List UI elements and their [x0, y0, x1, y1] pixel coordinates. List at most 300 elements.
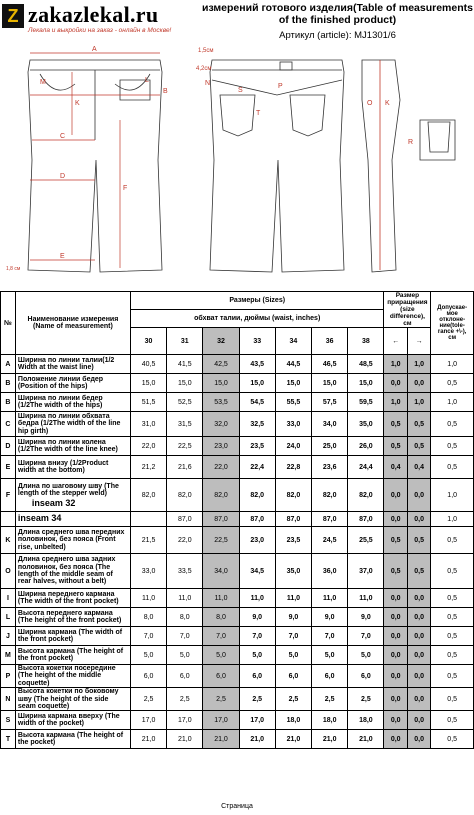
row-measurement-name: [15, 646, 130, 665]
size-value-cell: [130, 512, 166, 527]
size-value-cell: 82,0: [239, 479, 275, 512]
table-row: [1, 665, 474, 688]
size-value-cell: 46,5: [312, 355, 348, 374]
size-difference-cell: 0,0: [407, 479, 430, 512]
size-difference-cell: 0,0: [407, 730, 430, 749]
size-value-cell: 87,0: [167, 512, 203, 527]
size-difference-cell: 0,0: [407, 608, 430, 627]
size-value-cell: 87,0: [203, 512, 239, 527]
size-value-cell: 25,0: [312, 437, 348, 456]
size-value-cell: 22,0: [167, 527, 203, 554]
size-value-cell: 33,0: [130, 554, 166, 589]
size-value-cell: 7,0: [239, 627, 275, 646]
row-letter: I: [1, 589, 16, 608]
measurement-name-text: Ширина кармана (The width of the front pocket): [17, 628, 123, 643]
size-value-cell: 2,5: [203, 688, 239, 711]
size-value-cell: 35,0: [348, 412, 384, 437]
size-value-cell: 15,0: [312, 374, 348, 393]
table-row: [1, 437, 474, 456]
row-letter: A: [1, 355, 16, 374]
size-value-cell: 2,5: [312, 688, 348, 711]
size-value-cell: 43,5: [239, 355, 275, 374]
size-value-cell: 57,5: [312, 393, 348, 412]
size-value-cell: 18,0: [312, 711, 348, 730]
table-row: [1, 608, 474, 627]
tolerance-cell: 0,5: [431, 527, 474, 554]
col-header-number: №: [1, 292, 16, 355]
size-value-cell: 24,0: [275, 437, 311, 456]
size-difference-cell: 1,0: [407, 393, 430, 412]
size-value-cell: 36,0: [312, 554, 348, 589]
size-value-cell: 82,0: [275, 479, 311, 512]
article-number: Артикул (article): MJ1301/6: [279, 30, 396, 41]
size-value-cell: 2,5: [348, 688, 384, 711]
measurement-name-text: Высота кармана (The height of the pocket): [17, 732, 124, 747]
logo-mark: Z: [2, 4, 24, 28]
size-value-cell: 17,0: [167, 711, 203, 730]
row-letter: L: [1, 608, 16, 627]
row-letter: N: [1, 688, 16, 711]
size-value-cell: 5,0: [203, 646, 239, 665]
size-value-cell: 21,0: [348, 730, 384, 749]
side-view-drawing: [362, 60, 400, 272]
size-value-cell: 21,0: [239, 730, 275, 749]
measurement-name-text: Высота кокетки посередине (The height of the middle coquette): [17, 665, 116, 687]
table-row: [1, 646, 474, 665]
label-4-2cm: 4,2см: [196, 66, 212, 72]
row-letter: M: [1, 646, 16, 665]
row-measurement-name: [15, 374, 130, 393]
row-measurement-name: [15, 730, 130, 749]
row-measurement-name: [15, 711, 130, 730]
size-value-cell: 87,0: [348, 512, 384, 527]
label-l: L: [145, 77, 149, 84]
size-value-cell: 2,5: [275, 688, 311, 711]
size-value-cell: 18,0: [348, 711, 384, 730]
label-n: N: [205, 80, 211, 87]
size-difference-cell: 0,0: [384, 730, 407, 749]
label-b: B: [163, 88, 168, 95]
label-m: M: [40, 79, 46, 86]
size-value-cell: 22,5: [167, 437, 203, 456]
size-value-cell: 23,6: [312, 456, 348, 479]
size-value-cell: 41,5: [167, 355, 203, 374]
size-value-cell: 7,0: [203, 627, 239, 646]
size-value-cell: 5,0: [130, 646, 166, 665]
size-difference-cell: 0,0: [384, 512, 407, 527]
page-footer: Страница: [221, 803, 253, 810]
size-value-cell: 9,0: [312, 608, 348, 627]
size-difference-cell: 1,0: [384, 355, 407, 374]
size-value-cell: 9,0: [348, 608, 384, 627]
col-header-size-difference: Размер приращения (size difference), см: [384, 292, 431, 328]
size-value-cell: 44,5: [275, 355, 311, 374]
measurement-name-text: Длина среднего шва передних половинок, без пояса (Front rise, unbelted): [17, 528, 125, 551]
size-value-cell: 26,0: [348, 437, 384, 456]
size-value-cell: 82,0: [203, 479, 239, 512]
tolerance-cell: 0,5: [431, 554, 474, 589]
tolerance-cell: 0,5: [431, 608, 474, 627]
size-difference-cell: 0,5: [407, 437, 430, 456]
measurement-name-text: Длина среднего шва задних половинок, без пояса (The length of the middle seam of rear halves, without a belt): [17, 556, 116, 586]
size-value-cell: 22,0: [203, 456, 239, 479]
size-value-cell: 24,4: [348, 456, 384, 479]
size-value-cell: 22,8: [275, 456, 311, 479]
size-value-cell: 6,0: [130, 665, 166, 688]
row-measurement-name: [15, 355, 130, 374]
table-row: [1, 456, 474, 479]
table-row: [1, 412, 474, 437]
back-view-drawing: [210, 60, 344, 272]
size-value-cell: 21,2: [130, 456, 166, 479]
size-header-cell: 34: [275, 328, 311, 355]
size-value-cell: 17,0: [203, 711, 239, 730]
tolerance-cell: 0,5: [431, 456, 474, 479]
row-letter: B: [1, 393, 16, 412]
size-value-cell: 6,0: [275, 665, 311, 688]
table-row: [1, 393, 474, 412]
size-value-cell: 42,5: [203, 355, 239, 374]
size-difference-cell: 0,0: [384, 646, 407, 665]
size-difference-cell: 0,4: [407, 456, 430, 479]
header: [0, 0, 474, 288]
size-value-cell: 5,0: [312, 646, 348, 665]
size-value-cell: 5,0: [275, 646, 311, 665]
size-difference-cell: 0,5: [384, 437, 407, 456]
size-difference-cell: 0,0: [384, 608, 407, 627]
arrow-left-icon: ←: [384, 328, 407, 355]
tolerance-cell: 0,5: [431, 627, 474, 646]
label-r: R: [408, 139, 414, 146]
tolerance-cell: 1,0: [431, 479, 474, 512]
size-value-cell: 7,0: [312, 627, 348, 646]
size-value-cell: 7,0: [167, 627, 203, 646]
size-value-cell: 15,0: [167, 374, 203, 393]
size-difference-cell: 0,0: [384, 479, 407, 512]
document-title: измерений готового изделия(Table of measurements of the finished product): [202, 2, 473, 26]
row-letter: F: [1, 479, 16, 512]
tolerance-cell: 0,5: [431, 412, 474, 437]
measurement-name-text: Ширина по линии бедер (1/2The width of the hips): [17, 394, 103, 409]
size-value-cell: 6,0: [167, 665, 203, 688]
measurement-name-text: Ширина по линии колена (1/2The width of the line knee): [17, 438, 118, 453]
measurement-name-text: Ширина переднего кармана (The width of the front pocket): [17, 590, 119, 605]
size-difference-cell: 0,0: [384, 665, 407, 688]
measurement-name-text: Высота переднего кармана (The height of the front pocket): [17, 609, 122, 624]
row-measurement-name: [15, 412, 130, 437]
row-measurement-name: [15, 554, 130, 589]
row-measurement-name: [15, 589, 130, 608]
size-difference-cell: 0,0: [407, 646, 430, 665]
table-row: [1, 512, 474, 527]
row-letter: D: [1, 437, 16, 456]
size-difference-cell: 0,0: [407, 627, 430, 646]
size-value-cell: 8,0: [130, 608, 166, 627]
size-value-cell: 11,0: [203, 589, 239, 608]
measurement-name-text: Положение линии бедер (Position of the hips): [17, 375, 104, 390]
logo: [0, 0, 200, 40]
row-measurement-name: [15, 479, 130, 512]
size-value-cell: 11,0: [312, 589, 348, 608]
size-difference-cell: 0,0: [407, 688, 430, 711]
size-value-cell: 15,0: [275, 374, 311, 393]
size-value-cell: 55,5: [275, 393, 311, 412]
col-header-name: Наименование измерения (Name of measurement): [15, 292, 130, 355]
logo-tagline: Лекала и выкройки на заказ - онлайн в Москве!: [28, 27, 172, 34]
size-value-cell: 82,0: [130, 479, 166, 512]
size-value-cell: 35,0: [275, 554, 311, 589]
size-value-cell: 33,5: [167, 554, 203, 589]
side-labels: [367, 100, 390, 107]
tolerance-cell: 0,5: [431, 711, 474, 730]
size-value-cell: 33,0: [275, 412, 311, 437]
size-value-cell: 21,0: [275, 730, 311, 749]
size-difference-cell: 1,0: [384, 393, 407, 412]
size-value-cell: 37,0: [348, 554, 384, 589]
size-value-cell: 15,0: [130, 374, 166, 393]
size-value-cell: 51,5: [130, 393, 166, 412]
size-difference-cell: 0,0: [384, 374, 407, 393]
size-value-cell: 11,0: [167, 589, 203, 608]
logo-name: zakazlekal.ru: [28, 2, 159, 27]
size-value-cell: 2,5: [130, 688, 166, 711]
size-value-cell: 6,0: [203, 665, 239, 688]
measurement-sub-label: inseam 32: [31, 497, 76, 508]
size-difference-cell: 0,5: [384, 412, 407, 437]
front-view-drawing: [28, 60, 162, 272]
size-difference-cell: 0,0: [384, 627, 407, 646]
size-value-cell: 82,0: [167, 479, 203, 512]
measurement-name-text: Высота кокетки по боковому шву (The height of the side seam coquette): [17, 688, 119, 711]
tolerance-cell: 1,0: [431, 512, 474, 527]
row-measurement-name: [15, 608, 130, 627]
row-letter: O: [1, 554, 16, 589]
size-value-cell: 52,5: [167, 393, 203, 412]
size-value-cell: 6,0: [348, 665, 384, 688]
row-letter: E: [1, 456, 16, 479]
table-row: [1, 589, 474, 608]
size-value-cell: 23,0: [239, 527, 275, 554]
size-value-cell: 23,5: [275, 527, 311, 554]
table-row: [1, 355, 474, 374]
table-row: [1, 627, 474, 646]
size-value-cell: 24,5: [312, 527, 348, 554]
size-header-cell: 33: [239, 328, 275, 355]
size-value-cell: 9,0: [275, 608, 311, 627]
size-value-cell: 21,0: [130, 730, 166, 749]
measurement-name-text: inseam 34: [17, 513, 62, 524]
tolerance-cell: 0,5: [431, 688, 474, 711]
size-header-cell: 38: [348, 328, 384, 355]
row-measurement-name: [15, 688, 130, 711]
size-value-cell: 6,0: [312, 665, 348, 688]
label-t: T: [256, 110, 261, 117]
row-measurement-name: [15, 393, 130, 412]
label-1-5cm: 1,5см: [198, 48, 214, 54]
label-a: A: [92, 46, 97, 53]
size-value-cell: 21,6: [167, 456, 203, 479]
size-value-cell: 21,0: [203, 730, 239, 749]
tolerance-cell: 1,0: [431, 393, 474, 412]
table-row: [1, 730, 474, 749]
size-difference-cell: 0,0: [407, 589, 430, 608]
size-value-cell: 2,5: [167, 688, 203, 711]
label-bottom-note: 1,8 см: [6, 266, 21, 272]
size-difference-cell: 0,5: [407, 527, 430, 554]
size-value-cell: 11,0: [348, 589, 384, 608]
size-value-cell: 87,0: [275, 512, 311, 527]
size-value-cell: 25,5: [348, 527, 384, 554]
size-value-cell: 48,5: [348, 355, 384, 374]
label-d: D: [60, 173, 66, 180]
table-row: [1, 527, 474, 554]
size-value-cell: 11,0: [275, 589, 311, 608]
table-row: [1, 554, 474, 589]
size-value-cell: 82,0: [312, 479, 348, 512]
size-value-cell: 15,0: [239, 374, 275, 393]
row-measurement-name: [15, 437, 130, 456]
size-value-cell: 7,0: [130, 627, 166, 646]
pocket-detail-drawing: [420, 120, 455, 160]
size-value-cell: 11,0: [130, 589, 166, 608]
size-value-cell: 5,0: [348, 646, 384, 665]
size-value-cell: 32,0: [203, 412, 239, 437]
size-value-cell: 59,5: [348, 393, 384, 412]
size-difference-cell: 0,0: [384, 589, 407, 608]
size-header-cell: 30: [130, 328, 166, 355]
size-value-cell: 21,5: [130, 527, 166, 554]
size-value-cell: 7,0: [275, 627, 311, 646]
measurement-name-text: Длина по шаговому шву (The length of the stepper weld): [17, 482, 119, 498]
table-row: [1, 374, 474, 393]
size-value-cell: 22,5: [203, 527, 239, 554]
label-o: O: [367, 100, 373, 107]
row-letter: C: [1, 412, 16, 437]
row-letter: S: [1, 711, 16, 730]
size-value-cell: 5,0: [167, 646, 203, 665]
size-value-cell: 9,0: [239, 608, 275, 627]
row-letter: T: [1, 730, 16, 749]
measurement-name-text: Ширина по линии обхвата бедра (1/2The width of the line hip girth): [17, 412, 121, 435]
col-header-waist: обхват талии, дюймы (waist, inches): [130, 310, 384, 328]
size-value-cell: 32,5: [239, 412, 275, 437]
row-letter: J: [1, 627, 16, 646]
size-value-cell: 87,0: [239, 512, 275, 527]
row-measurement-name: [15, 456, 130, 479]
size-difference-cell: 0,0: [407, 711, 430, 730]
table-row: [1, 711, 474, 730]
label-s: S: [238, 87, 243, 94]
tolerance-cell: 0,5: [431, 646, 474, 665]
measurement-name-text: Ширина внизу (1/2Product width at the bottom): [17, 459, 109, 474]
size-value-cell: 5,0: [239, 646, 275, 665]
arrow-right-icon: →: [407, 328, 430, 355]
size-value-cell: 54,5: [239, 393, 275, 412]
row-measurement-name: [15, 512, 130, 527]
size-difference-cell: 0,0: [407, 374, 430, 393]
tolerance-cell: 0,5: [431, 437, 474, 456]
row-measurement-name: [15, 627, 130, 646]
size-difference-cell: 0,5: [384, 554, 407, 589]
row-measurement-name: [15, 665, 130, 688]
tolerance-cell: 0,5: [431, 665, 474, 688]
col-header-sizes: Размеры (Sizes): [130, 292, 384, 310]
size-value-cell: 23,0: [203, 437, 239, 456]
row-letter: K: [1, 527, 16, 554]
size-value-cell: 31,5: [167, 412, 203, 437]
measurement-name-text: Ширина кармана вверху (The width of the pocket): [17, 713, 120, 728]
size-difference-cell: 0,5: [407, 554, 430, 589]
table-row: [1, 688, 474, 711]
size-difference-cell: 0,0: [407, 665, 430, 688]
row-letter: B: [1, 374, 16, 393]
size-difference-cell: 0,0: [384, 711, 407, 730]
label-c: C: [60, 133, 66, 140]
label-f: F: [123, 185, 128, 192]
size-value-cell: 8,0: [167, 608, 203, 627]
measurement-name-text: Ширина по линии талии(1/2 Width at the waist line): [17, 356, 115, 371]
table-row: [1, 479, 474, 512]
size-value-cell: 23,5: [239, 437, 275, 456]
size-value-cell: 82,0: [348, 479, 384, 512]
size-value-cell: 6,0: [239, 665, 275, 688]
row-letter: [1, 512, 16, 527]
size-value-cell: 21,0: [312, 730, 348, 749]
col-header-tolerance: Допускае-мое отклоне-ние(tole-rance +\-), см: [431, 292, 474, 355]
size-value-cell: 17,0: [130, 711, 166, 730]
size-value-cell: 7,0: [348, 627, 384, 646]
size-difference-cell: 0,0: [384, 688, 407, 711]
tolerance-cell: 0,5: [431, 374, 474, 393]
size-value-cell: 87,0: [312, 512, 348, 527]
label-e: E: [60, 253, 65, 260]
row-measurement-name: [15, 527, 130, 554]
label-p: P: [278, 83, 283, 90]
measurement-name-text: Высота кармана (The height of the front pocket): [17, 647, 124, 662]
size-value-cell: 31,0: [130, 412, 166, 437]
size-difference-cell: 0,0: [407, 512, 430, 527]
size-value-cell: 34,5: [239, 554, 275, 589]
tolerance-cell: 0,5: [431, 730, 474, 749]
back-labels: [196, 48, 283, 117]
size-value-cell: 17,0: [239, 711, 275, 730]
size-header-cell: 36: [312, 328, 348, 355]
row-letter: P: [1, 665, 16, 688]
size-value-cell: 22,0: [130, 437, 166, 456]
size-value-cell: 11,0: [239, 589, 275, 608]
size-value-cell: 15,0: [203, 374, 239, 393]
tolerance-cell: 0,5: [431, 589, 474, 608]
size-value-cell: 21,0: [167, 730, 203, 749]
size-header-cell: 31: [167, 328, 203, 355]
size-value-cell: 40,5: [130, 355, 166, 374]
size-value-cell: 22,4: [239, 456, 275, 479]
technical-drawings: [0, 40, 474, 288]
size-value-cell: 34,0: [312, 412, 348, 437]
label-k-side: K: [385, 100, 390, 107]
size-value-cell: 18,0: [275, 711, 311, 730]
measurements-table: [0, 291, 474, 749]
size-difference-cell: 0,5: [384, 527, 407, 554]
size-value-cell: 8,0: [203, 608, 239, 627]
size-header-cell: 32: [203, 328, 239, 355]
size-difference-cell: 0,5: [407, 412, 430, 437]
tolerance-cell: 1,0: [431, 355, 474, 374]
size-value-cell: 34,0: [203, 554, 239, 589]
size-difference-cell: 0,4: [384, 456, 407, 479]
size-value-cell: 53,5: [203, 393, 239, 412]
size-difference-cell: 1,0: [407, 355, 430, 374]
